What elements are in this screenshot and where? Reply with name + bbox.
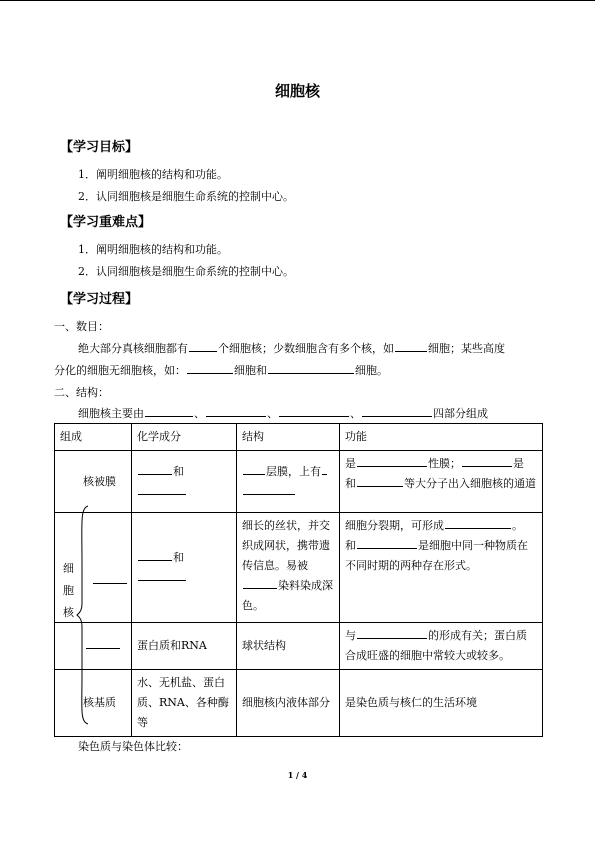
structure-table <box>54 423 543 737</box>
header-cell: 功能 <box>340 424 543 451</box>
side-char: 胞 <box>63 583 74 597</box>
answer-blank[interactable] <box>362 405 432 417</box>
answer-blank[interactable] <box>279 405 349 417</box>
top-rule <box>0 0 595 1</box>
part2-heading: 二、结构： <box>54 386 109 399</box>
func-text: 与 <box>345 629 356 642</box>
header-cell: 化学成分 <box>132 424 237 451</box>
header-cell: 结构 <box>237 424 340 451</box>
separator: 、 <box>194 407 205 420</box>
side-char: 细 <box>63 561 74 575</box>
part2-text: 四部分组成 <box>433 407 488 420</box>
struct-cell: 球状结构 <box>237 623 340 670</box>
part1-heading: 一、数目： <box>54 320 109 333</box>
table-header-row <box>55 424 543 451</box>
part1-text: 个细胞核；少数细胞含有多个核，如 <box>218 342 394 355</box>
func-text: 细胞分裂期，可形成 <box>345 519 444 532</box>
func-text: 和 <box>345 539 356 552</box>
goals-heading: 【学习目标】 <box>60 140 139 155</box>
side-label <box>63 558 74 624</box>
page-title: 细胞核 <box>274 82 320 100</box>
answer-blank[interactable] <box>357 475 403 487</box>
answer-blank[interactable] <box>395 340 427 352</box>
answer-blank[interactable] <box>357 537 417 549</box>
goal-item-1: 1．阐明细胞核的结构和功能。 <box>78 168 228 181</box>
chem-cell <box>132 451 237 513</box>
and-text: 和 <box>173 464 184 478</box>
func-cell <box>340 451 543 513</box>
struct-text: 细长的丝状，并交织成网状，携带遗传信息。易被 <box>242 519 330 572</box>
answer-blank[interactable] <box>322 463 327 475</box>
struct-cell <box>237 451 340 513</box>
row-name: 核被膜 <box>55 451 132 513</box>
func-text: 是 <box>345 457 356 470</box>
answer-blank[interactable] <box>138 569 186 581</box>
part1-text: 细胞；某些高度 <box>428 342 505 355</box>
key-points-heading: 【学习重难点】 <box>60 215 152 230</box>
row-name: 核基质 <box>55 670 132 737</box>
side-char: 核 <box>63 605 74 619</box>
goal-item-2: 2．认同细胞核是细胞生命系统的控制中心。 <box>78 190 294 203</box>
struct-text: 染料染成深色。 <box>242 579 333 612</box>
answer-blank[interactable] <box>138 549 172 561</box>
func-text: 性膜； <box>428 457 461 470</box>
and-text: 和 <box>173 550 184 564</box>
answer-blank[interactable] <box>138 463 172 475</box>
answer-blank[interactable] <box>357 627 427 639</box>
chem-cell: 水、无机盐、蛋白质、RNA、各种酶等 <box>132 670 237 737</box>
answer-blank[interactable] <box>93 572 127 584</box>
func-text: 和 <box>345 477 356 490</box>
row-name-cell <box>55 513 132 623</box>
after-table-text: 染色质与染色体比较： <box>78 740 188 753</box>
separator: 、 <box>267 407 278 420</box>
table-row <box>55 513 543 623</box>
part1-text: 分化的细胞无细胞核，如： <box>54 364 186 377</box>
table-row <box>55 670 543 737</box>
part2-intro <box>78 405 488 421</box>
func-text: 是细胞中同一种物质在不同时期的两种存在形式。 <box>345 539 528 572</box>
answer-blank[interactable] <box>268 362 354 374</box>
key-point-item-1: 1．阐明细胞核的结构和功能。 <box>78 243 228 256</box>
struct-cell <box>237 513 340 623</box>
answer-blank[interactable] <box>357 455 427 467</box>
answer-blank[interactable] <box>243 483 295 495</box>
part1-line2 <box>54 362 388 378</box>
process-heading: 【学习过程】 <box>60 292 139 307</box>
answer-blank[interactable] <box>187 362 233 374</box>
func-text: 的形成有关；蛋白质合成旺盛的细胞中常较大或较多。 <box>345 629 527 662</box>
answer-blank[interactable] <box>445 517 511 529</box>
key-point-item-2: 2．认同细胞核是细胞生命系统的控制中心。 <box>78 265 294 278</box>
answer-blank[interactable] <box>243 463 265 475</box>
part1-line1 <box>78 340 505 356</box>
page-number: 1 / 4 <box>287 770 308 780</box>
func-cell <box>340 513 543 623</box>
func-text: 。 <box>512 519 523 532</box>
part2-text: 细胞核主要由 <box>78 407 144 420</box>
struct-text: 层膜，上有 <box>266 464 321 478</box>
answer-blank[interactable] <box>86 637 120 649</box>
answer-blank[interactable] <box>145 405 193 417</box>
answer-blank[interactable] <box>189 340 217 352</box>
func-text: 等大分子出入细胞核的通道 <box>404 477 536 490</box>
row-name-cell <box>55 623 132 670</box>
struct-cell: 细胞核内液体部分 <box>237 670 340 737</box>
chem-cell: 蛋白质和RNA <box>132 623 237 670</box>
answer-blank[interactable] <box>206 405 266 417</box>
separator: 、 <box>350 407 361 420</box>
part1-text: 细胞和 <box>234 364 267 377</box>
func-cell <box>340 623 543 670</box>
part1-text: 细胞。 <box>355 364 388 377</box>
func-cell: 是染色质与核仁的生活环境 <box>340 670 543 737</box>
brace-icon <box>76 504 90 726</box>
part1-text: 绝大部分真核细胞都有 <box>78 342 188 355</box>
answer-blank[interactable] <box>138 483 186 495</box>
answer-blank[interactable] <box>243 577 277 589</box>
answer-blank[interactable] <box>462 455 512 467</box>
header-cell: 组成 <box>55 424 132 451</box>
table-row <box>55 451 543 513</box>
table-row <box>55 623 543 670</box>
chem-cell <box>132 513 237 623</box>
func-text: 是 <box>513 457 524 470</box>
